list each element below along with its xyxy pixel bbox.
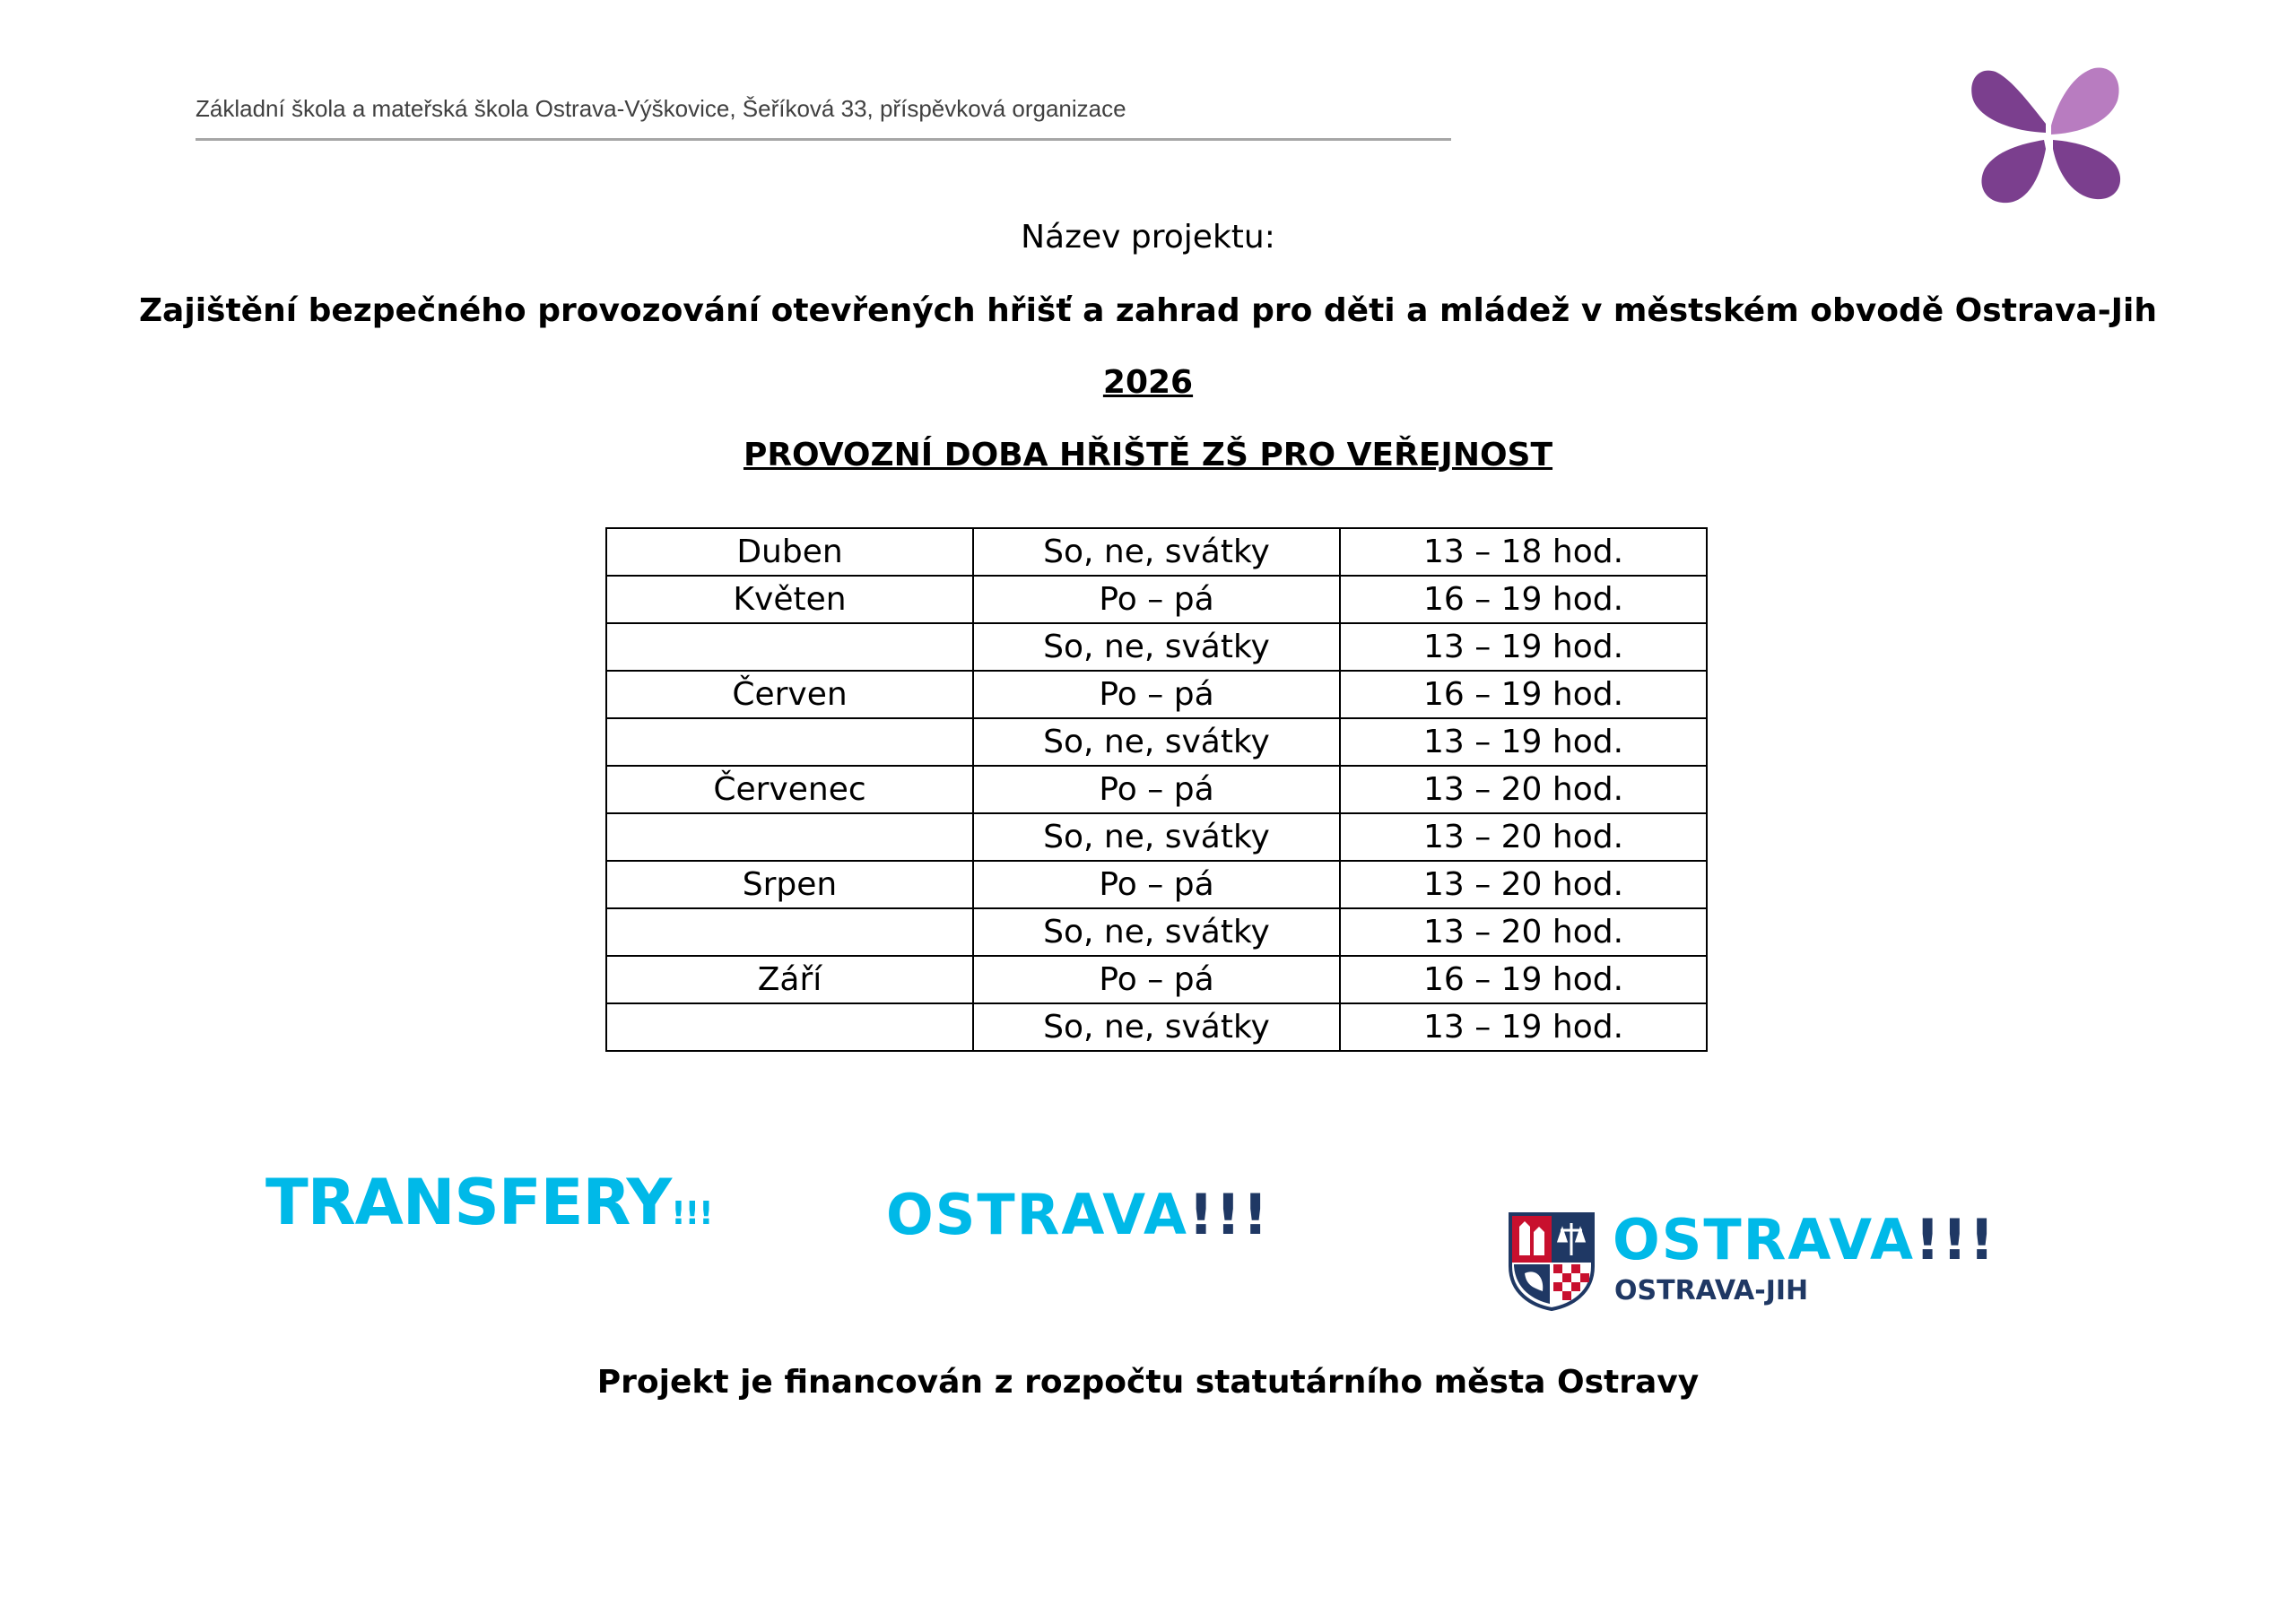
table-row	[606, 861, 1707, 908]
table-row	[606, 576, 1707, 623]
ostrava-jih-logo-word: OSTRAVA	[1613, 1207, 1915, 1272]
days-cell: So, ne, svátky	[973, 623, 1340, 671]
days-cell: Po – pá	[973, 766, 1340, 813]
hours-cell: 13 – 20 hod.	[1340, 766, 1707, 813]
project-year: 2026	[1102, 364, 1194, 401]
days-cell: Po – pá	[973, 576, 1340, 623]
hours-cell: 13 – 19 hod.	[1340, 1003, 1707, 1051]
funding-note: Projekt je financován z rozpočtu statutárního města Ostravy	[596, 1364, 1700, 1401]
ostrava-jih-logo-bang: !!!	[1914, 1207, 1996, 1272]
month-cell: Srpen	[606, 861, 973, 908]
month-cell	[606, 623, 973, 671]
flower-logo-icon	[1969, 61, 2126, 209]
section-heading: PROVOZNÍ DOBA HŘIŠTĚ ZŠ PRO VEŘEJNOST	[743, 437, 1553, 473]
ostrava-jih-logo-sub: OSTRAVA-JIH	[1614, 1275, 1809, 1306]
hours-cell: 13 – 20 hod.	[1340, 908, 1707, 956]
table-row	[606, 528, 1707, 576]
project-label: Název projektu:	[1021, 219, 1275, 256]
hours-cell: 13 – 18 hod.	[1340, 528, 1707, 576]
month-cell: Červenec	[606, 766, 973, 813]
ostrava-jih-logo	[1507, 1207, 1996, 1318]
month-cell: Květen	[606, 576, 973, 623]
table-row	[606, 813, 1707, 861]
month-cell: Duben	[606, 528, 973, 576]
days-cell: So, ne, svátky	[973, 528, 1340, 576]
flower-petal-top-right	[2051, 67, 2119, 135]
table-row	[606, 908, 1707, 956]
month-cell	[606, 718, 973, 766]
hours-cell: 13 – 19 hod.	[1340, 623, 1707, 671]
hours-cell: 13 – 20 hod.	[1340, 861, 1707, 908]
hours-cell: 16 – 19 hod.	[1340, 576, 1707, 623]
transfery-logo-bang: !!!	[671, 1195, 713, 1232]
ostrava-jih-logo-main	[1613, 1207, 1996, 1272]
month-cell	[606, 908, 973, 956]
month-cell: Září	[606, 956, 973, 1003]
school-name: Základní škola a mateřská škola Ostrava-Výškovice, Šeříková 33, příspěvková organizace	[196, 95, 1126, 122]
month-cell	[606, 813, 973, 861]
table-row	[606, 956, 1707, 1003]
days-cell: So, ne, svátky	[973, 908, 1340, 956]
table-row	[606, 671, 1707, 718]
header-divider	[196, 138, 1451, 141]
coat-of-arms-icon	[1507, 1211, 1596, 1311]
opening-hours-table	[605, 527, 1708, 1052]
days-cell: Po – pá	[973, 861, 1340, 908]
flower-petal-bottom-right	[2053, 140, 2120, 199]
table-row	[606, 718, 1707, 766]
table-row	[606, 623, 1707, 671]
transfery-logo-word: TRANSFERY	[265, 1166, 672, 1239]
hours-cell: 16 – 19 hod.	[1340, 956, 1707, 1003]
days-cell: So, ne, svátky	[973, 718, 1340, 766]
ostrava-logo-bang: !!!	[1187, 1182, 1270, 1247]
hours-cell: 13 – 19 hod.	[1340, 718, 1707, 766]
table-row	[606, 1003, 1707, 1051]
hours-cell: 13 – 20 hod.	[1340, 813, 1707, 861]
days-cell: So, ne, svátky	[973, 1003, 1340, 1051]
ostrava-logo	[886, 1182, 1270, 1247]
month-cell	[606, 1003, 973, 1051]
transfery-logo	[265, 1166, 713, 1239]
days-cell: Po – pá	[973, 956, 1340, 1003]
flower-petal-top-left	[1971, 71, 2046, 133]
ostrava-logo-word: OSTRAVA	[886, 1182, 1188, 1247]
flower-petal-bottom-left	[1981, 140, 2046, 203]
hours-cell: 16 – 19 hod.	[1340, 671, 1707, 718]
month-cell: Červen	[606, 671, 973, 718]
days-cell: So, ne, svátky	[973, 813, 1340, 861]
days-cell: Po – pá	[973, 671, 1340, 718]
table-row	[606, 766, 1707, 813]
project-title: Zajištění bezpečného provozování otevřených hřišť a zahrad pro děti a mládež v městském obvodě Ostrava-Jih	[138, 292, 2158, 329]
